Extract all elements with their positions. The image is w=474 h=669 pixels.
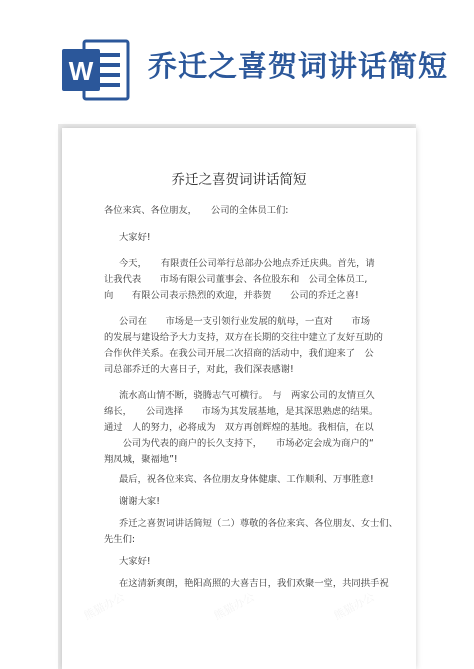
- word-icon-letter: W: [68, 56, 94, 86]
- watermark: 熊猫办公: [331, 590, 377, 623]
- body-line: 今天， 有限责任公司举行总部办公地点乔迁庆典。首先，请: [119, 258, 375, 269]
- watermark: 熊猫办公: [211, 590, 257, 623]
- body-line: 让我代表 市场有限公司董事会、各位股东和 公司全体员工,: [104, 274, 368, 285]
- body-line: 乔迁之喜贺词讲话简短（二）尊敬的各位来宾、各位朋友、女士们、: [119, 518, 398, 529]
- body-line: 的发展与建设给予大力支持，双方在长期的交往中建立了友好互助的: [104, 332, 383, 343]
- document-page: [62, 128, 416, 669]
- body-line: 各位来宾、各位朋友， 公司的全体员工们:: [104, 205, 289, 216]
- body-line: 司总部乔迁的大喜日子，对此，我们深表感谢!: [104, 364, 294, 375]
- body-line: 谢谢大家!: [119, 496, 160, 507]
- body-line: 合作伙伴关系。在我公司开展二次招商的活动中，我们迎来了 公: [104, 348, 374, 359]
- document-title: 乔迁之喜贺词讲话简短: [171, 172, 307, 188]
- body-line: 流水高山情不断，骁腾志气可横行。 与 两家公司的友情亘久: [119, 390, 375, 401]
- body-line: 向 有限公司表示热烈的欢迎，并恭贺 公司的乔迁之喜!: [104, 290, 359, 301]
- body-line: 在这清新爽朗，艳阳高照的大喜吉日，我们欢聚一堂，共同拱手祝: [119, 578, 389, 589]
- body-line: 通过 人的努力，必将成为 双方再创辉煌的基地。我相信，在以: [104, 422, 374, 433]
- body-line: 公司在 市场是一支引领行业发展的航母，一直对 市场: [119, 316, 371, 327]
- watermark: 熊猫办公: [81, 590, 127, 623]
- body-line: 公司为代表的商户的长久支持下， 市场必定会成为商户的“: [104, 438, 374, 449]
- body-line: 绵长， 公司选择 市场为其发展基地，是其深思熟虑的结果。: [104, 406, 379, 417]
- body-line: 先生们:: [104, 534, 136, 545]
- body-line: 大家好!: [119, 232, 151, 243]
- body-line: 翔凤城，聚福地”!: [104, 454, 178, 465]
- body-line: 最后，祝各位来宾、各位朋友身体健康、工作顺利、万事胜意!: [119, 474, 374, 485]
- word-document-icon: [62, 37, 130, 103]
- banner-title: 乔迁之喜贺词讲话简短: [148, 49, 449, 83]
- body-line: 大家好!: [119, 556, 151, 567]
- banner: [0, 0, 474, 125]
